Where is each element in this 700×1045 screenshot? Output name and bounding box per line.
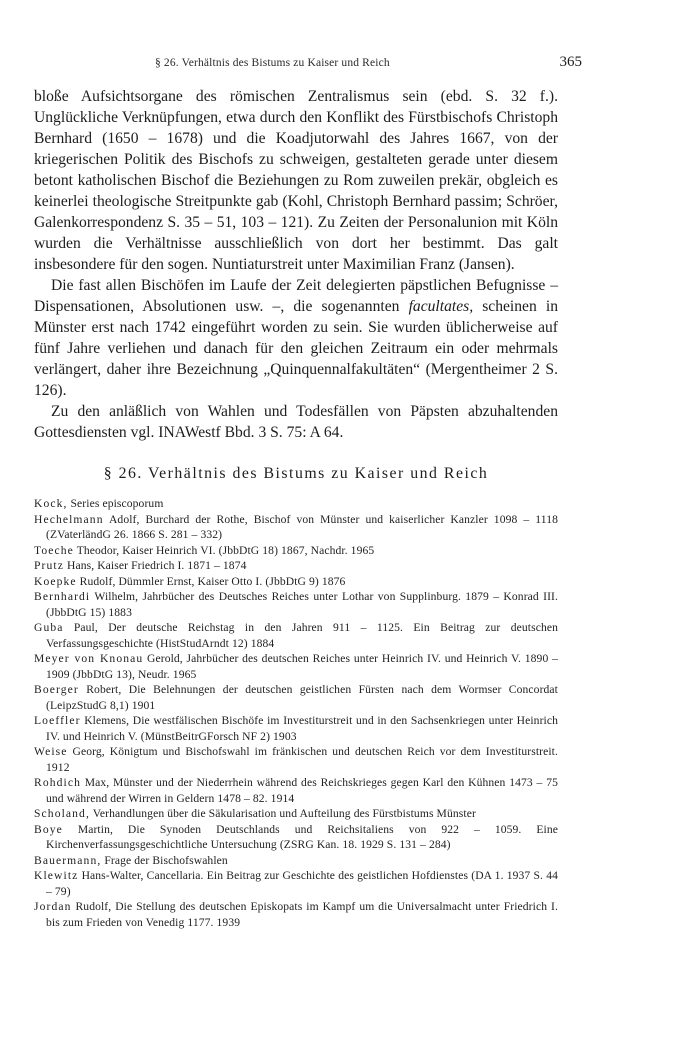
bib-details: Adolf, Burchard der Rothe, Bischof von Münster und kaiserlicher Kanzler 1098 – 1118 (ZVaterländG 26. 1866 S. 281 – 332): [46, 512, 558, 541]
bib-author: Weise: [34, 745, 68, 758]
bib-author: Bauermann,: [34, 853, 102, 867]
bib-details: Hans, Kaiser Friedrich I. 1871 – 1874: [63, 559, 247, 572]
bibliography-entry: [34, 512, 558, 543]
bib-details: Robert, Die Belehnungen der deutschen geistlichen Fürsten nach dem Wormser Concordat (LeipzStudG 8,1) 1901: [46, 683, 558, 712]
bib-author: Hechelmann: [34, 512, 104, 526]
bibliography-entry: [34, 868, 558, 899]
bibliography-entry: [34, 744, 558, 775]
bibliography-entry: [34, 713, 558, 744]
bib-details: Wilhelm, Jahrbücher des Deutsches Reiches unter Lothar von Supplinburg. 1879 – Konrad III. (JbbDtG 15) 1883: [46, 590, 558, 619]
bibliography-entry: [34, 543, 558, 559]
bib-author: Bernhardi: [34, 590, 91, 603]
bibliography-entry: [34, 574, 558, 590]
bibliography-entry: [34, 775, 558, 806]
bib-details: Rudolf, Die Stellung des deutschen Episkopats im Kampf um die Universalmacht unter Friedrich I. bis zum Frieden von Venedig 1177. 1939: [46, 900, 558, 929]
bibliography-entry: [34, 853, 558, 869]
bib-details: Verhandlungen über die Säkularisation und Aufteilung des Fürstbistums Münster: [89, 807, 476, 820]
bib-details: Theodor, Kaiser Heinrich VI. (JbbDtG 18) 1867, Nachdr. 1965: [73, 543, 375, 557]
bib-details: Paul, Der deutsche Reichstag in den Jahren 911 – 1125. Ein Beitrag zur deutschen Verfassungsgeschichte (HistStudArndt 12) 1884: [46, 621, 558, 650]
paragraph-1: bloße Aufsichtsorgane des römischen Zentralismus sein (ebd. S. 32 f.). Unglückliche Verknüpfungen, etwa durch den Konflikt des Fürstbischofs Christoph Bernhard (1650 – 1678) und die Koadjutorwahl des Jahres 1667, von der kriegerischen Politik des Bischofs zu schweigen, gestalteten gerade unter diesem betont katholischen Bischof die Beziehungen zu Rom zuweilen prekär, obgleich es keinerlei theologische Streitpunkte gab (Kohl, Christoph Bernhard passim; Schröer, Galenkorrespondenz S. 35 – 51, 103 – 121). Zu Zeiten der Personalunion mit Köln wurden die Verhältnisse ausschließlich von dort her bestimmt. Das galt insbesondere für den sogen. Nuntiaturstreit unter Maximilian Franz (Jansen).: [34, 88, 558, 273]
bibliography-entry: [34, 589, 558, 620]
bib-author: Jordan: [34, 900, 72, 913]
bib-author: Kock,: [34, 497, 68, 510]
bibliography-entry: [34, 558, 558, 574]
running-title: § 26. Verhältnis des Bistums zu Kaiser und Reich: [155, 57, 390, 69]
bib-author: Toeche: [34, 543, 74, 557]
bib-details: Martin, Die Synoden Deutschlands und Reichsitaliens von 922 – 1059. Eine Kirchenverfassungsgeschichtliche Untersuchung (ZSRG Kan. 18. 1929 S. 131 – 284): [46, 822, 558, 851]
bibliography-entry: [34, 651, 558, 682]
bib-author: Prutz: [34, 559, 64, 572]
page-number: 365: [559, 54, 582, 70]
bib-author: Rohdich: [34, 776, 81, 789]
running-header: [60, 56, 582, 76]
bibliography-entry: [34, 620, 558, 651]
paragraph-2-text-b: scheinen in Münster erst nach 1742 eingeführt worden zu sein. Sie wurden üblicherweise auf fünf Jahre verliehen und danach für den gleichen Zeitraum ein oder mehrmals verlängert, daher ihre Bezeichnung „Quinquennalfakultäten“ (Mergentheimer 2 S. 126).: [34, 298, 558, 399]
bib-author: Boerger: [34, 683, 79, 696]
bib-author: Scholand,: [34, 807, 90, 820]
bib-details: Gerold, Jahrbücher des deutschen Reiches unter Heinrich IV. und Heinrich V. 1890 – 1909 (JbbDtG 13), Neudr. 1965: [46, 652, 558, 681]
paragraph-2-italic: facultates,: [408, 298, 474, 315]
bib-details: Georg, Königtum und Bischofswahl im fränkischen und deutschen Reich vor dem Investiturstreit. 1912: [46, 745, 558, 774]
bib-details: Series episcoporum: [67, 497, 164, 510]
bibliography-entry: [34, 822, 558, 853]
bibliography-entry: [34, 899, 558, 930]
bib-author: Boye: [34, 822, 63, 836]
bibliography: [34, 496, 558, 930]
bibliography-entry: [34, 682, 558, 713]
section-heading: § 26. Verhältnis des Bistums zu Kaiser und Reich: [103, 465, 489, 482]
paragraph-3: Zu den anläßlich von Wahlen und Todesfällen von Päpsten abzuhaltenden Gottesdiensten vgl. INAWestf Bbd. 3 S. 75: A 64.: [34, 403, 558, 441]
bibliography-entry: [34, 496, 558, 512]
bib-author: Meyer von Knonau: [34, 652, 144, 665]
bib-author: Koepke: [34, 574, 77, 588]
bib-details: Rudolf, Dümmler Ernst, Kaiser Otto I. (JbbDtG 9) 1876: [76, 574, 346, 588]
bib-details: Hans-Walter, Cancellaria. Ein Beitrag zur Geschichte des geistlichen Hofdienstes (DA 1. 1937 S. 44 – 79): [46, 869, 558, 898]
paragraph-2: [34, 275, 558, 401]
bib-author: Loeffler: [34, 714, 81, 727]
bib-author: Guba: [34, 621, 64, 634]
bib-details: Max, Münster und der Niederrhein während des Reichskrieges gegen Karl den Kühnen 1473 – 75 und während der Wirren in Geldern 1478 – 82. 1914: [46, 776, 558, 805]
body-text: [34, 86, 558, 443]
paragraph-2-text-a: Die fast allen Bischöfen im Laufe der Zeit delegierten päpstlichen Befugnisse – Dispensationen, Absolutionen usw. –, die sogenannten: [34, 277, 558, 315]
bib-author: Klewitz: [34, 869, 79, 882]
bib-details: Klemens, Die westfälischen Bischöfe im Investiturstreit und in den Sachsenkriegen unter Heinrich IV. und Heinrich V. (MünstBeitrGForsch NF 2) 1903: [46, 714, 558, 743]
bib-details: Frage der Bischofswahlen: [101, 853, 228, 867]
bibliography-entry: [34, 806, 558, 822]
